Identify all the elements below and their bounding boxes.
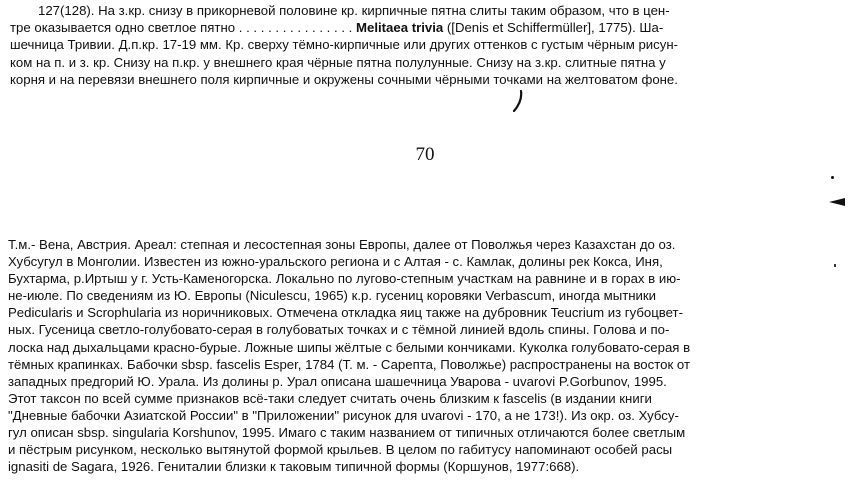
- bottom-line: Pedicularis и Scrophularia из норичниковых. Отмечена откладка яиц также на дубровник Teucrium из губоцвет-: [8, 305, 683, 321]
- top-line-2-lead: тре оказывается одно светлое пятно . . . . . . . . . . . . . . . .: [10, 20, 356, 36]
- top-line-4: ком на п. и з. кр. Снизу на п.кр. у внешнего края чёрные пятна полулунные. Снизу на з.кр. слитные пятна у: [10, 54, 666, 70]
- top-line-2-tail: ([Denis et Schiffermüller], 1775). Ша-: [443, 20, 664, 36]
- bottom-line: тёмных крапинках. Бабочки sbsp. fascelis Esper, 1784 (Т. м. - Сарепта, Поволжье) распространены на восток от: [8, 356, 690, 372]
- top-line-2: [10, 19, 832, 36]
- scan-speck: [831, 176, 834, 179]
- top-paragraph: [10, 2, 832, 88]
- bottom-line: Т.м.- Вена, Австрия. Ареал: степная и лесостепная зоны Европы, далее от Поволжья через Казахстан до оз.: [8, 237, 676, 252]
- top-line-5: корня и на перевязи внешнего поля кирпичные и окружены сочными чёрными точками на желтоватом фоне.: [10, 71, 678, 87]
- margin-arrow-icon: [829, 198, 845, 206]
- bottom-line: Этот таксон по всей сумме признаков всё-таки следует считать очень близким к fascelis (в издании книги: [8, 390, 652, 406]
- bottom-line: не-июле. По сведениям из Ю. Европы (Niculescu, 1965) к.р. гусениц коровяки Verbascum, иногда мытники: [8, 288, 657, 304]
- page-number: 70: [415, 144, 435, 165]
- bottom-line: ignasiti de Sagara, 1926. Гениталии близки к таковым типичной формы (Коршунов, 1977:668).: [8, 459, 580, 475]
- bottom-line: западных предгорий Ю. Урала. Из долины р. Урал описана шашечница Уварова - uvarovi P.Gorbunov, 1995.: [8, 373, 667, 389]
- species-name: Melitaea trivia: [356, 20, 444, 36]
- scan-speck-2: [834, 264, 836, 267]
- bottom-line: и пёстрым рисунком, несколько вытянутой формой крыльев. В целом по габитусу напоминают особей расы: [8, 442, 673, 458]
- bottom-line: Бухтарма, р.Иртыш у г. Усть-Каменогорска. Локально по лугово-степным участкам на равнине и в горах в ию-: [8, 271, 681, 287]
- bottom-line: лоска над дыхальцами красно-бурые. Ложные шипы жёлтые с белыми кончиками. Куколка голубовато-серая в: [8, 339, 691, 355]
- top-line-1: 127(128). На з.кр. снизу в прикорневой половине кр. кирпичные пятна слиты таким образом, что в цен-: [38, 3, 670, 18]
- bottom-paragraph: [8, 236, 832, 475]
- bottom-line: Хубсугул в Монголии. Известен из южно-уральского региона и с Алтая - с. Камлак, долины рек Кокса, Иня,: [8, 254, 663, 270]
- bottom-line: гул описан sbsp. singularia Korshunov, 1995. Имаго с таким названием от типичных отличаются более светлым: [8, 425, 686, 441]
- bottom-line: ных. Гусеница светло-голубовато-серая в голубоватых точках и с тёмной линией вдоль спины. Голова и по-: [8, 322, 670, 338]
- bottom-line: "Дневные бабочки Азиатской России" в "Приложении" рисунок для uvarovi - 170, а не 173!). Из окр. оз. Хубсу-: [8, 407, 679, 423]
- ink-mark-icon: [513, 90, 523, 112]
- top-line-3: шечница Тривии. Д.п.кр. 17-19 мм. Кр. сверху тёмно-кирпичные или других оттенков с густым чёрным рисун-: [10, 37, 679, 53]
